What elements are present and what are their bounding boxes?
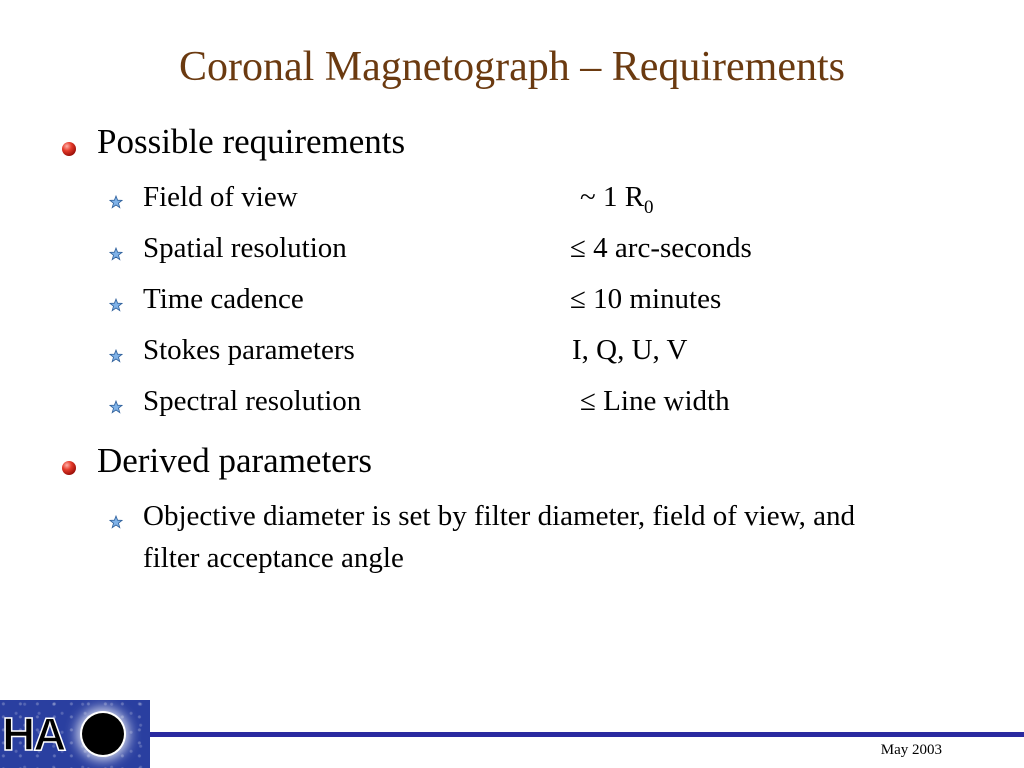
requirement-value: ≤ 4 arc-seconds bbox=[570, 232, 752, 264]
requirement-value: I, Q, U, V bbox=[572, 334, 688, 366]
requirement-label: Spectral resolution bbox=[143, 385, 362, 417]
hao-logo bbox=[0, 700, 150, 768]
footer-divider bbox=[150, 732, 1024, 737]
blue-star-bullet-icon bbox=[109, 400, 123, 414]
derived-parameter-text: Objective diameter is set by filter diameter, field of view, and filter acceptance angle bbox=[143, 500, 856, 574]
footer-date: May 2003 bbox=[880, 742, 942, 758]
section-heading-possible-requirements: Possible requirements bbox=[97, 122, 406, 161]
section-heading-derived-parameters: Derived parameters bbox=[97, 441, 372, 480]
blue-star-bullet-icon bbox=[109, 195, 123, 209]
hao-logo-text: HA bbox=[2, 708, 65, 760]
blue-star-bullet-icon bbox=[109, 247, 123, 261]
requirement-label: Spatial resolution bbox=[143, 232, 347, 264]
requirement-value: ~ 1 $R_0$ bbox=[580, 181, 654, 218]
requirement-label: Time cadence bbox=[143, 283, 304, 315]
blue-star-bullet-icon bbox=[109, 298, 123, 312]
red-sphere-bullet-icon bbox=[62, 461, 76, 475]
requirement-label: Stokes parameters bbox=[143, 334, 355, 366]
blue-star-bullet-icon bbox=[109, 349, 123, 363]
slide-title: Coronal Magnetograph – Requirements bbox=[178, 44, 845, 90]
red-sphere-bullet-icon bbox=[62, 142, 76, 156]
requirement-value: ≤ 10 minutes bbox=[570, 283, 722, 315]
requirement-label: Field of view bbox=[143, 181, 298, 213]
blue-star-bullet-icon bbox=[109, 515, 123, 529]
eclipse-sun-icon bbox=[82, 713, 124, 755]
requirement-value: ≤ Line width bbox=[580, 385, 730, 417]
